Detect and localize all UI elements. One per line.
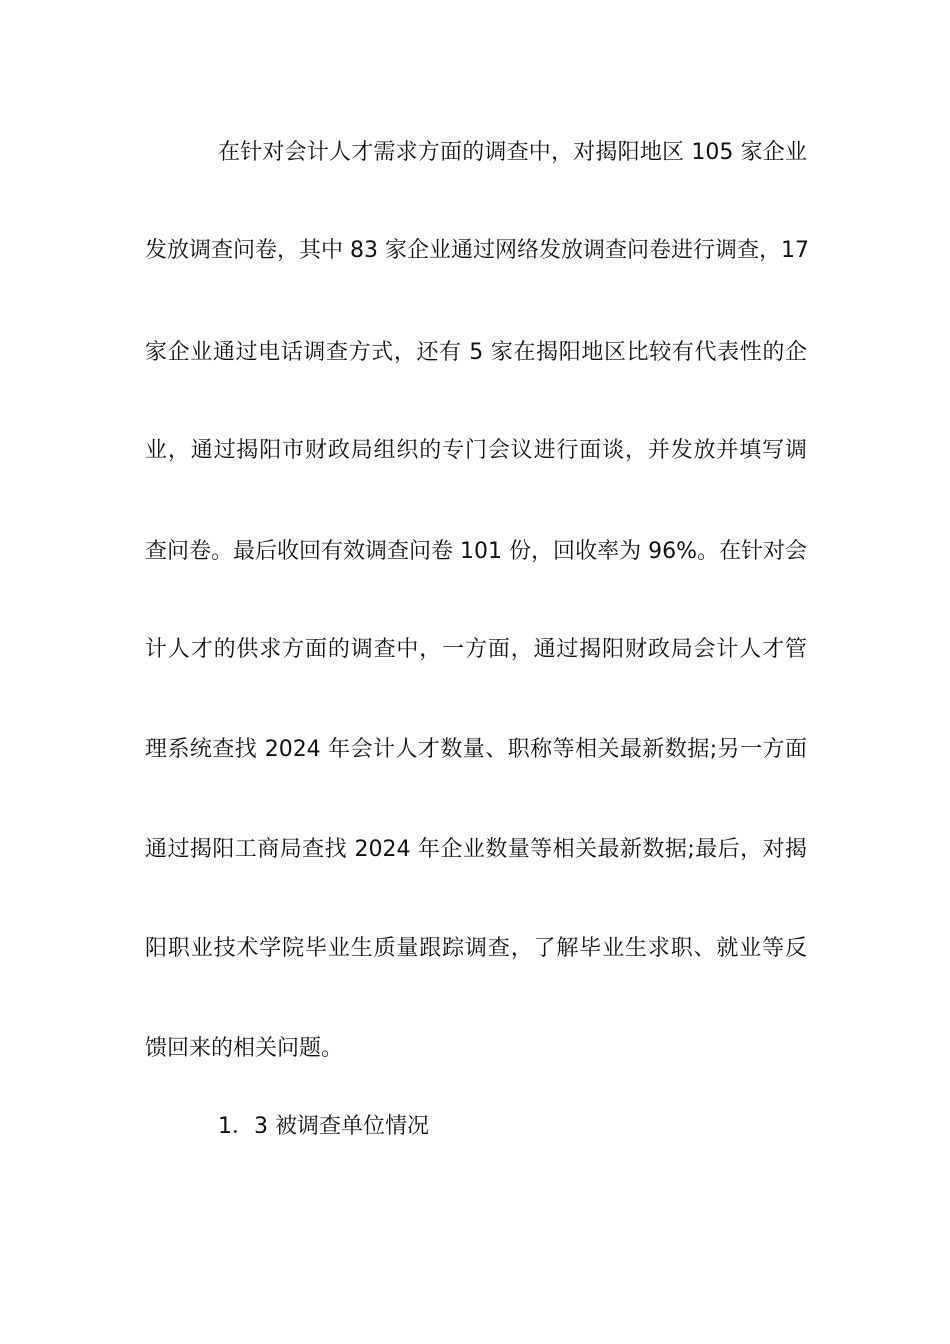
paragraph-line-8: 通过揭阳工商局查找 2024 年企业数量等相关最新数据;最后，对揭	[145, 837, 807, 862]
paragraph-line-4: 业，通过揭阳市财政局组织的专门会议进行面谈，并发放并填写调	[145, 438, 807, 463]
paragraph-line-2: 发放调查问卷，其中 83 家企业通过网络发放调查问卷进行调查，17	[145, 238, 809, 263]
paragraph-line-6: 计人才的供求方面的调查中，一方面，通过揭阳财政局会计人才管	[145, 637, 807, 662]
paragraph-line-5: 查问卷。最后收回有效调查问卷 101 份，回收率为 96%。在针对会	[145, 539, 807, 564]
section-heading: 1．3 被调查单位情况	[218, 1114, 429, 1139]
paragraph-line-1: 在针对会计人才需求方面的调查中，对揭阳地区 105 家企业	[218, 140, 807, 165]
paragraph-line-3: 家企业通过电话调查方式，还有 5 家在揭阳地区比较有代表性的企	[145, 340, 807, 365]
paragraph-line-9: 阳职业技术学院毕业生质量跟踪调查，了解毕业生求职、就业等反	[145, 936, 807, 961]
paragraph-line-7: 理系统查找 2024 年会计人才数量、职称等相关最新数据;另一方面	[145, 737, 807, 762]
paragraph-line-10: 馈回来的相关问题。	[145, 1036, 344, 1061]
